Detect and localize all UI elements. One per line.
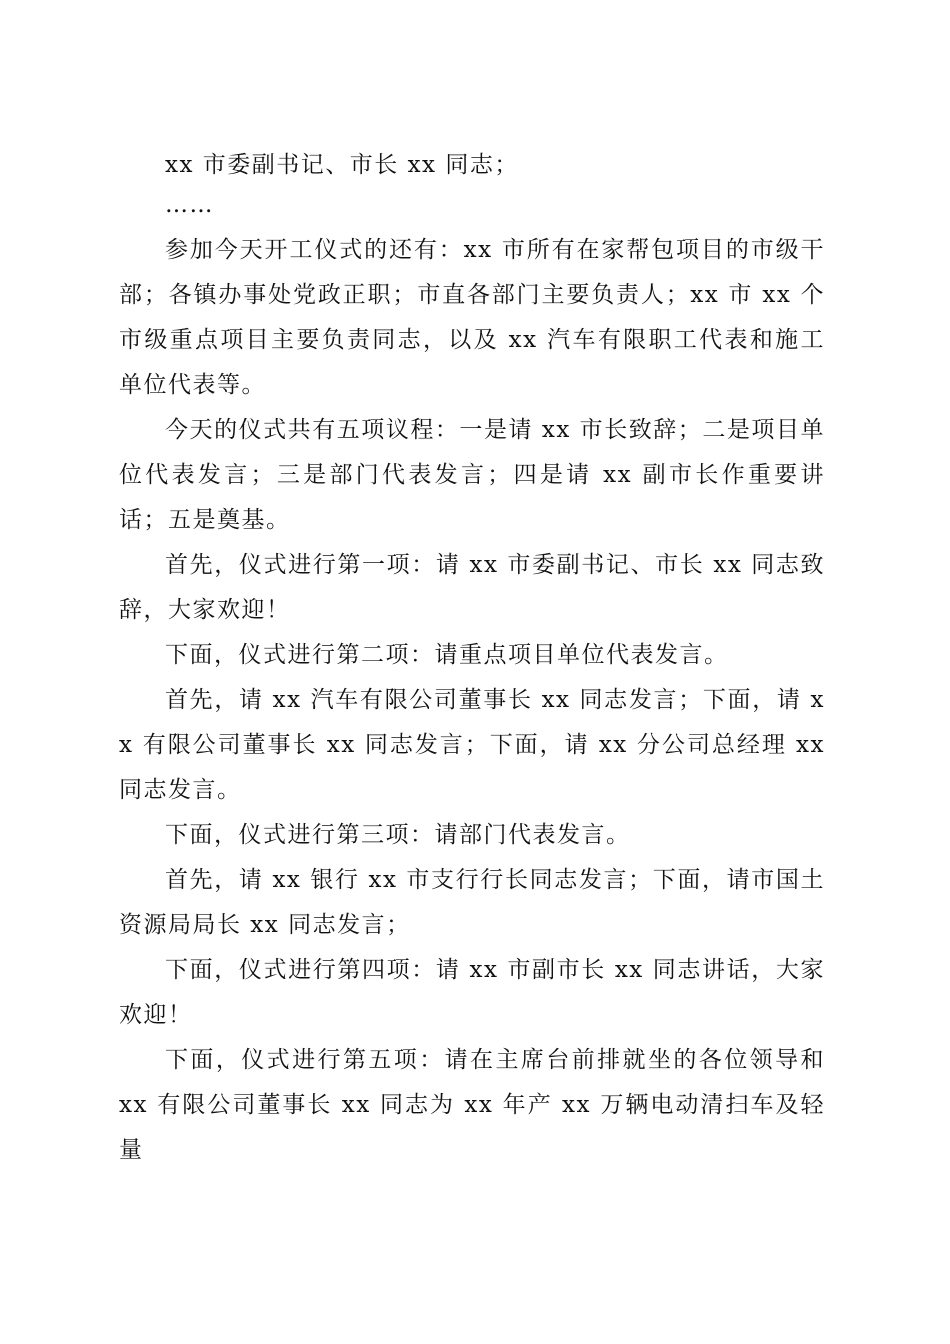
paragraph-item-two-speakers: 首先，请 xx 汽车有限公司董事长 xx 同志发言；下面，请 xx 有限公司董事长 xx 同志发言；下面，请 xx 分公司总经理 xx 同志发言。: [119, 687, 825, 803]
paragraph-item-two: 下面，仪式进行第二项：请重点项目单位代表发言。: [165, 642, 729, 668]
paragraph-item-four: 下面，仪式进行第四项：请 xx 市副市长 xx 同志讲话，大家欢迎！: [119, 957, 825, 1028]
paragraph-ellipsis: ……: [165, 192, 214, 218]
paragraph-item-five: 下面，仪式进行第五项：请在主席台前排就坐的各位领导和 xx 有限公司董事长 xx 同志为 xx 年产 xx 万辆电动清扫车及轻量: [119, 1047, 825, 1163]
paragraph-agenda: 今天的仪式共有五项议程：一是请 xx 市长致辞；二是项目单位代表发言；三是部门代表发言；四是请 xx 副市长作重要讲话；五是奠基。: [119, 417, 825, 533]
paragraph-item-three-speakers: 首先，请 xx 银行 xx 市支行行长同志发言；下面，请市国土资源局局长 xx 同志发言；: [119, 867, 825, 938]
paragraph-item-three: 下面，仪式进行第三项：请部门代表发言。: [165, 822, 631, 848]
paragraph-item-one: 首先，仪式进行第一项：请 xx 市委副书记、市长 xx 同志致辞，大家欢迎！: [119, 552, 825, 623]
document-body: [119, 143, 825, 1173]
paragraph-attendee-leader: xx 市委副书记、市长 xx 同志；: [165, 152, 519, 178]
paragraph-attendees: 参加今天开工仪式的还有：xx 市所有在家帮包项目的市级干部；各镇办事处党政正职；市直各部门主要负责人；xx 市 xx 个市级重点项目主要负责同志，以及 xx 汽车有限职工代表和施工单位代表等。: [119, 237, 825, 398]
